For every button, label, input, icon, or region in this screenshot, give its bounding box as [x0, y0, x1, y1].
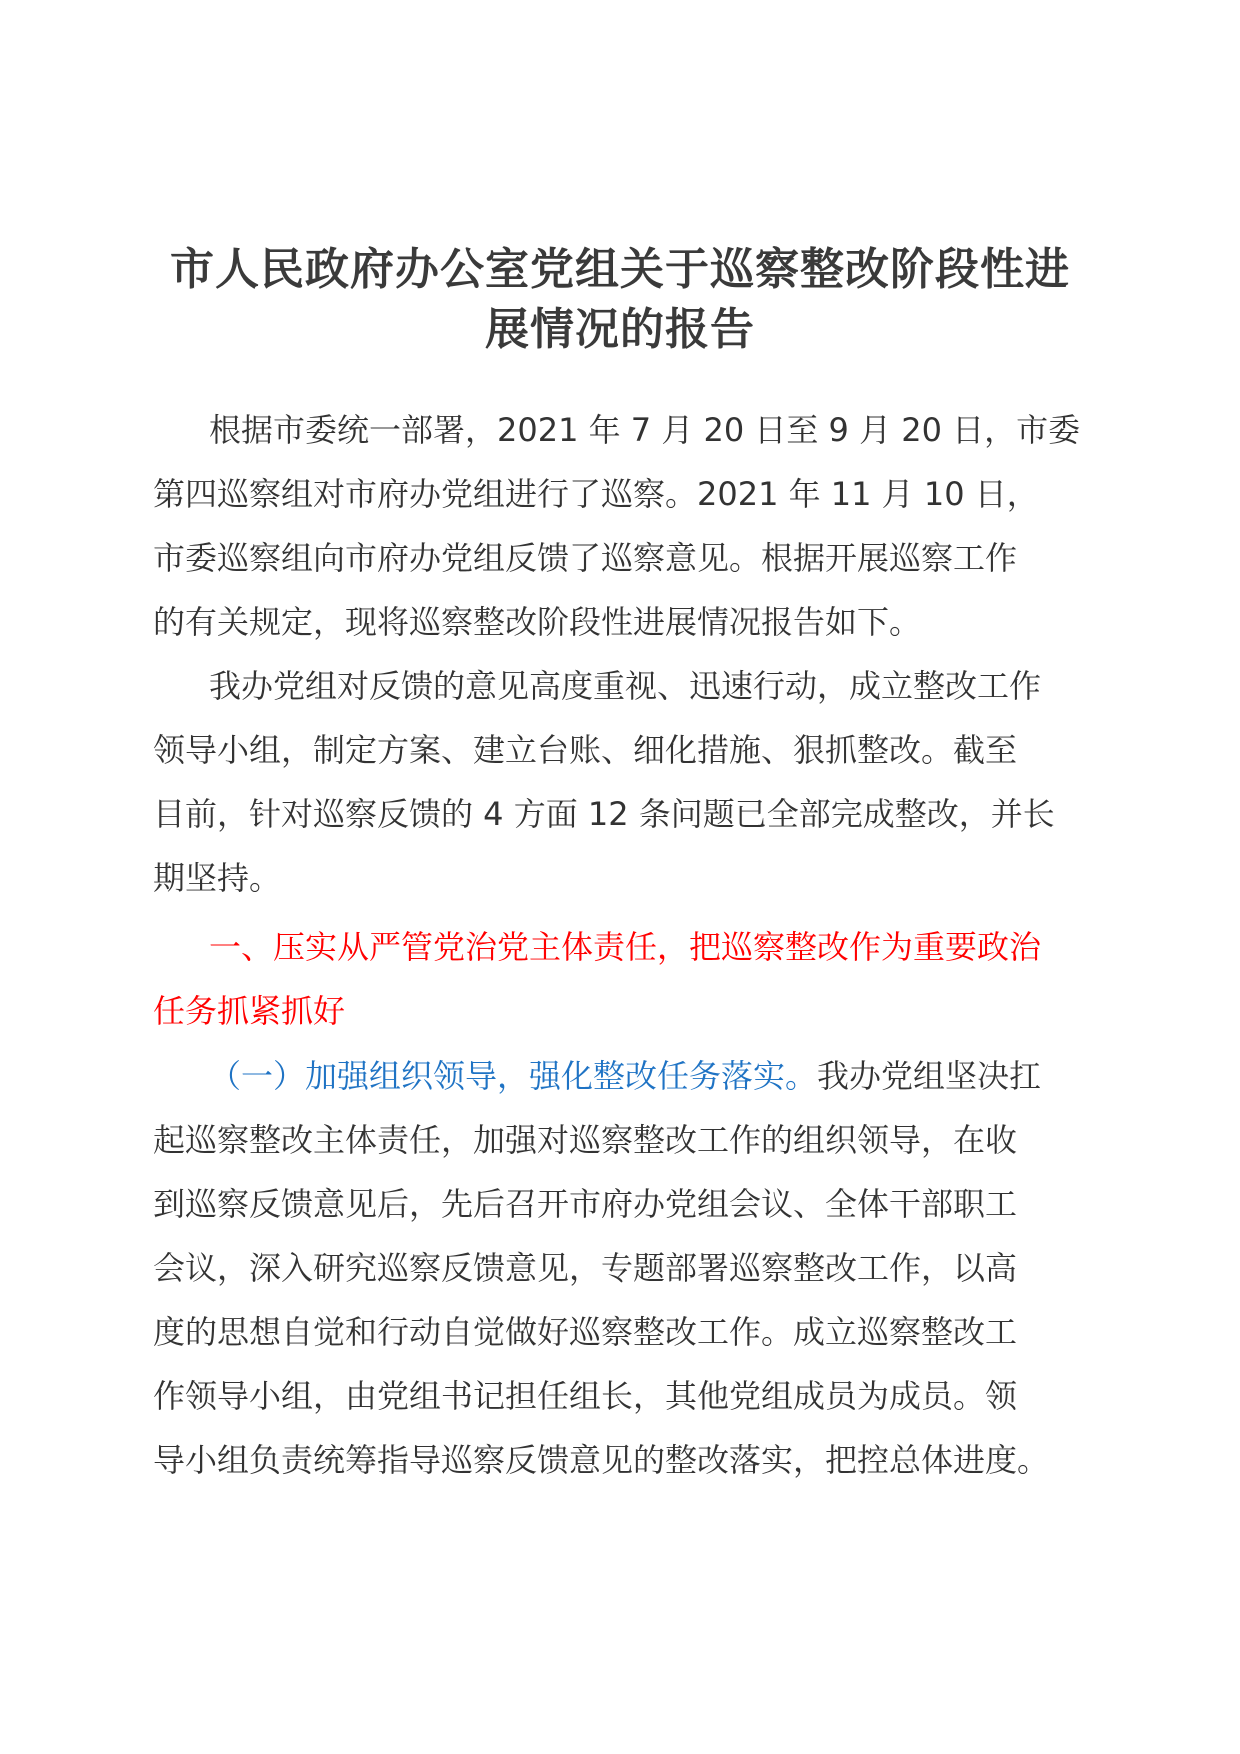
title-line: 市人民政府办公室党组关于巡察整改阶段性进	[170, 244, 1070, 295]
section-heading	[153, 915, 1083, 1043]
paragraph-line: 领导小组，制定方案、建立台账、细化措施、狠抓整改。截至	[153, 731, 1018, 769]
paragraph-section-one	[153, 1044, 1083, 1492]
paragraph-line: 目前，针对巡察反馈的 4 方面 12 条问题已全部完成整改，并长	[153, 795, 1055, 833]
paragraph-line: 市委巡察组向市府办党组反馈了巡察意见。根据开展巡察工作	[153, 539, 1018, 577]
paragraph-line: 根据市委统一部署，2021 年 7 月 20 日至 9 月 20 日，市委	[209, 411, 1081, 449]
paragraph-line: 第四巡察组对市府办党组进行了巡察。2021 年 11 月 10 日，	[153, 475, 1039, 513]
paragraph-line: 导小组负责统筹指导巡察反馈意见的整改落实，把控总体进度。	[153, 1441, 1050, 1479]
paragraph-line-rest: 我办党组坚决扛	[817, 1057, 1042, 1095]
paragraph-line: 度的思想自觉和行动自觉做好巡察整改工作。成立巡察整改工	[153, 1313, 1018, 1351]
paragraph-line: 到巡察反馈意见后，先后召开市府办党组会议、全体干部职工	[153, 1185, 1018, 1223]
title-line: 展情况的报告	[485, 304, 755, 355]
paragraph-line: 的有关规定，现将巡察整改阶段性进展情况报告如下。	[153, 603, 922, 641]
paragraph-line: 会议，深入研究巡察反馈意见，专题部署巡察整改工作，以高	[153, 1249, 1018, 1287]
paragraph-intro	[153, 398, 1083, 654]
heading-line: 一、压实从严管党治党主体责任，把巡察整改作为重要政治	[209, 928, 1042, 966]
paragraph-line: 作领导小组，由党组书记担任组长，其他党组成员为成员。领	[153, 1377, 1018, 1415]
paragraph-line: 我办党组对反馈的意见高度重视、迅速行动，成立整改工作	[209, 667, 1042, 705]
heading-line: 任务抓紧抓好	[153, 992, 346, 1030]
paragraph-summary	[153, 654, 1083, 910]
paragraph-first-line	[153, 1044, 1083, 1108]
paragraph-line: 起巡察整改主体责任，加强对巡察整改工作的组织领导，在收	[153, 1121, 1018, 1159]
document-title	[130, 240, 1110, 360]
subsection-heading: （一）加强组织领导，强化整改任务落实。	[209, 1057, 818, 1095]
paragraph-line: 期坚持。	[153, 859, 282, 897]
